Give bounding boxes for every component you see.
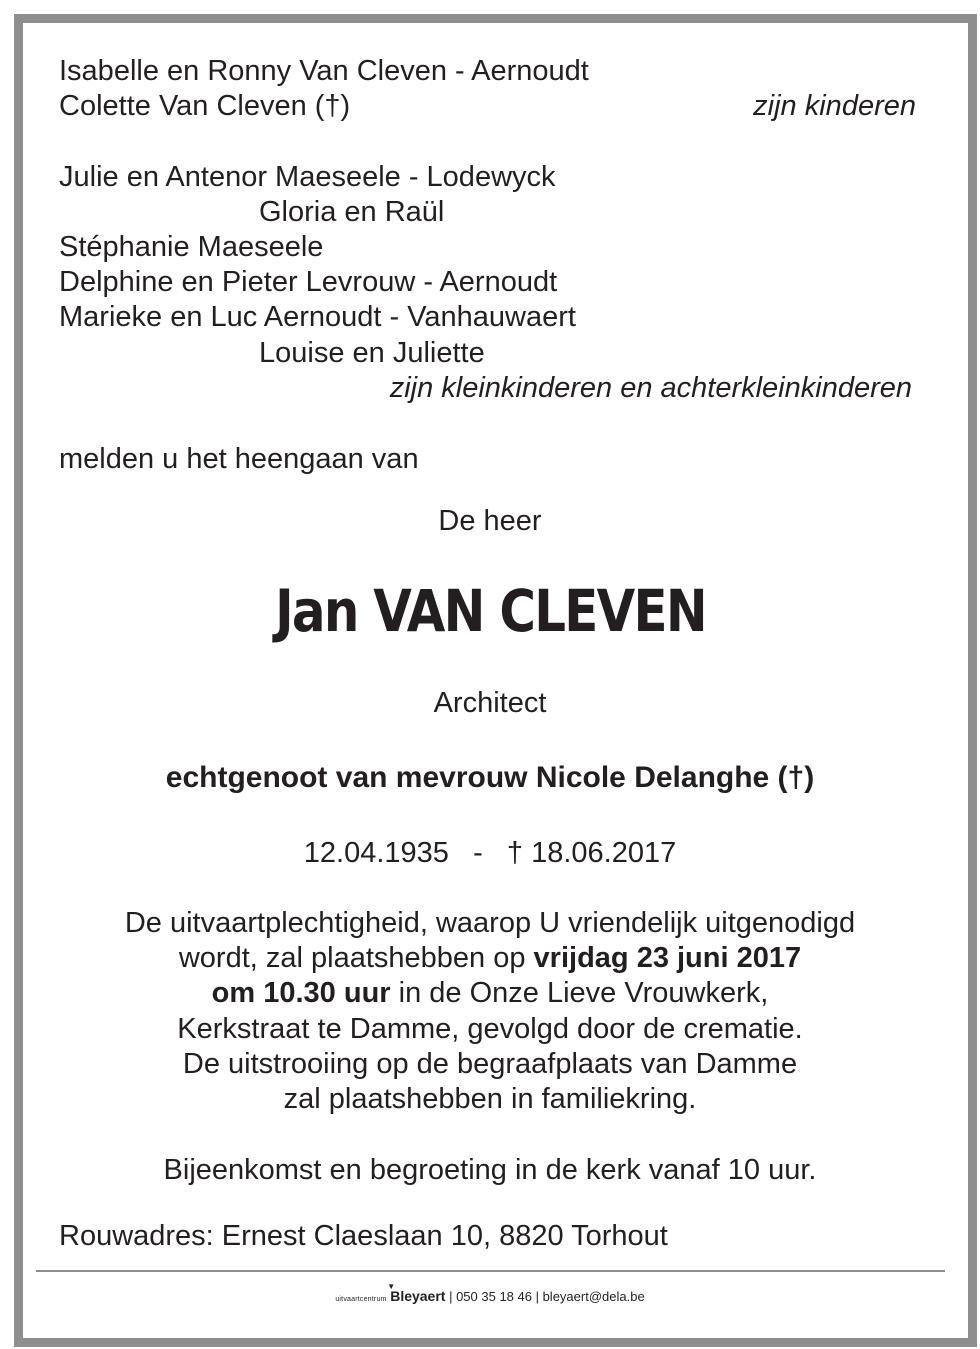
footer-contact: | 050 35 18 46 | bleyaert@dela.be <box>445 1289 645 1304</box>
ceremony-line-5: De uitstrooiing op de begraafplaats van Damme <box>182 1048 798 1080</box>
ceremony-time: om 10.30 uur <box>211 977 391 1009</box>
deceased-name: Jan VAN CLEVEN <box>274 577 706 645</box>
ceremony-line-1: De uitvaartplechtigheid, waarop U vriendelijk uitgenodigd <box>124 907 856 939</box>
announcement-text: melden u het heengaan van <box>59 443 419 475</box>
grandchildren-role: zijn kleinkinderen en achterkleinkinderen <box>389 372 912 404</box>
gathering-text: Bijeenkomst en begroeting in de kerk vanaf 10 uur. <box>163 1154 817 1186</box>
children-role: zijn kinderen <box>753 90 916 122</box>
ceremony-line-3 <box>0 976 980 1011</box>
child-line-2: Colette Van Cleven (†) <box>59 90 351 122</box>
triangle-logo-icon: ▼ <box>387 1282 396 1291</box>
footer-prefix: uitvaartcentrum <box>335 1296 387 1303</box>
ceremony-line-6: zal plaatshebben in familiekring. <box>283 1083 697 1115</box>
ceremony-line-2 <box>0 941 980 976</box>
profession: Architect <box>433 687 547 719</box>
life-dates: 12.04.1935 - † 18.06.2017 <box>303 837 677 869</box>
obituary-frame <box>14 14 977 1347</box>
child-line-1: Isabelle en Ronny Van Cleven - Aernoudt <box>59 55 589 87</box>
grandchild-line-4: Delphine en Pieter Levrouw - Aernoudt <box>59 266 558 298</box>
footer <box>0 1282 980 1304</box>
footer-divider <box>36 1270 945 1272</box>
grandchild-line-5: Marieke en Luc Aernoudt - Vanhauwaert <box>59 301 576 333</box>
ceremony-line-4: Kerkstraat te Damme, gevolgd door de crematie. <box>177 1013 803 1045</box>
ceremony-date: vrijdag 23 juni 2017 <box>533 942 802 974</box>
spouse-line: echtgenoot van mevrouw Nicole Delanghe (†) <box>165 761 815 794</box>
ceremony-line-3-text: in de Onze Lieve Vrouwkerk, <box>390 977 769 1009</box>
grandchild-line-2: Gloria en Raül <box>259 196 445 228</box>
grandchild-line-3: Stéphanie Maeseele <box>59 231 324 263</box>
salutation: De heer <box>438 505 542 537</box>
footer-brand <box>387 1282 446 1304</box>
grandchild-line-1: Julie en Antenor Maeseele - Lodewyck <box>59 161 556 193</box>
ceremony-line-2-text: wordt, zal plaatshebben op <box>178 942 534 974</box>
footer-brand-name: Bleyaert <box>390 1288 446 1304</box>
mourning-address: Rouwadres: Ernest Claeslaan 10, 8820 Torhout <box>59 1220 668 1252</box>
grandchild-line-6: Louise en Juliette <box>259 337 485 369</box>
